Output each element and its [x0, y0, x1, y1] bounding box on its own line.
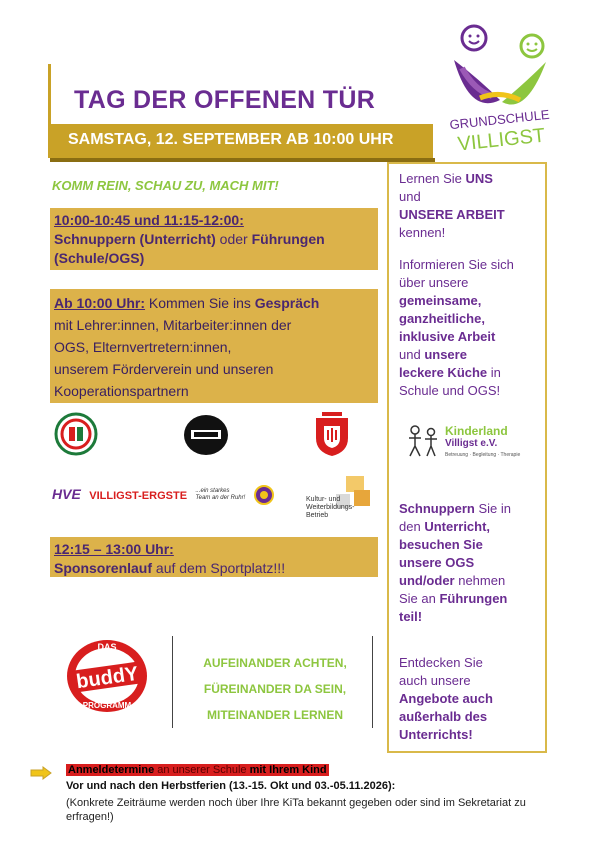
svg-text:PROGRAMM: PROGRAMM — [82, 701, 132, 710]
arrow-right-icon — [30, 766, 52, 785]
title-rule — [48, 64, 51, 124]
schedule-text-2-line5: Kooperationspartnern — [54, 383, 189, 399]
schedule-box-2: Ab 10:00 Uhr: Kommen Sie ins Gespräch mit Lehrer:innen, Mitarbeiter:innen der OGS, Elternvertretern:innen, unserem Förderverein und unseren Kooperationspartnern — [50, 289, 378, 403]
info-paragraph-2: Informieren Sie sich über unsere gemeinsame, ganzheitliche, inklusive Arbeit und unsere leckere Küche in Schule und OGS! — [399, 257, 514, 398]
info-sidebar — [387, 162, 547, 753]
fire-brigade-icon — [314, 412, 350, 456]
registration-note: (Konkrete Zeiträume werden noch über Ihre KiTa bekannt gegeben oder sind im Sekretariat zu erfragen!) — [66, 797, 526, 823]
registration-dates: Vor und nach den Herbstferien (13.-15. Okt und 03.-05.11.2026): — [66, 780, 396, 792]
schedule-box-3: 12:15 – 13:00 Uhr: Sponsorenlauf auf dem Sportplatz!!! — [50, 537, 378, 577]
kinderland-figures-icon — [405, 424, 441, 458]
schedule-text-1a: Schnuppern (Unterricht) — [54, 231, 216, 247]
school-logo — [440, 20, 560, 160]
schedule-text-1or: oder — [215, 231, 252, 247]
svg-text:VILLIGST: VILLIGST — [456, 124, 547, 156]
club-badge-logo — [183, 414, 229, 456]
schedule-time-3: 12:15 – 13:00 Uhr: — [54, 541, 174, 557]
date-bar-shadow — [50, 158, 435, 162]
divider-left — [172, 636, 173, 728]
divider-right — [372, 636, 373, 728]
schedule-text-2-line3: OGS, Elternvertretern:innen, — [54, 339, 232, 355]
buddy-logo — [62, 636, 152, 716]
slogan: KOMM REIN, SCHAU ZU, MACH MIT! — [52, 178, 279, 193]
kultur-text: Kultur- und Weiterbildungs-Betrieb — [306, 496, 355, 519]
schedule-time-1: 10:00-10:45 und 11:15-12:00: — [54, 212, 244, 228]
fire-brigade-logo — [314, 412, 350, 456]
schedule-box-1 — [50, 208, 378, 270]
info-paragraph-1: Lernen Sie UNS und UNSERE ARBEIT kennen! — [399, 171, 505, 240]
logo-figures-icon — [440, 20, 560, 160]
club-crest-icon — [254, 485, 274, 505]
club-crest-logo — [254, 485, 274, 505]
svg-text:buddY: buddY — [74, 662, 140, 694]
info-paragraph-3: Schnuppern Sie in den Unterricht, besuchen Sie unsere OGS und/oder nehmen Sie an Führungen teil! — [399, 501, 511, 624]
info-paragraph-4: Entdecken Sie auch unsere Angebote auch außerhalb des Unterrichts! — [399, 655, 493, 742]
school-values: AUFEINANDER ACHTEN, FÜREINANDER DA SEIN, MITEINANDER LERNEN — [203, 656, 347, 722]
registration-line: Anmeldetermine an unserer Schule mit Ihrem Kind — [68, 764, 327, 776]
schedule-text-1b: Führungen — [251, 231, 325, 247]
schedule-time-2: Ab 10:00 Uhr: — [54, 295, 146, 311]
schedule-text-2-line4: unserem Förderverein und unseren — [54, 361, 274, 377]
event-date: SAMSTAG, 12. SEPTEMBER AB 10:00 UHR — [68, 131, 394, 148]
schedule-text-2-line2: mit Lehrer:innen, Mitarbeiter:innen der — [54, 317, 292, 333]
buddy-program-icon — [62, 636, 152, 716]
kinderland-logo: Kinderland Villigst e.V. Betreuung · Begleitung · Therapie — [399, 420, 535, 476]
svg-text:DAS: DAS — [97, 642, 117, 652]
schedule-text-1c: (Schule/OGS) — [54, 250, 145, 266]
club-badge-icon — [183, 414, 229, 456]
page-title: TAG DER OFFENEN TÜR — [74, 86, 376, 114]
hve-logo: HVE VILLIGST-ERGSTE ...ein starkes Team an der Ruhr! — [52, 486, 246, 502]
sports-club-logo — [54, 412, 98, 456]
sports-club-icon — [54, 412, 98, 456]
svg-text:GRUNDSCHULE: GRUNDSCHULE — [448, 106, 551, 133]
